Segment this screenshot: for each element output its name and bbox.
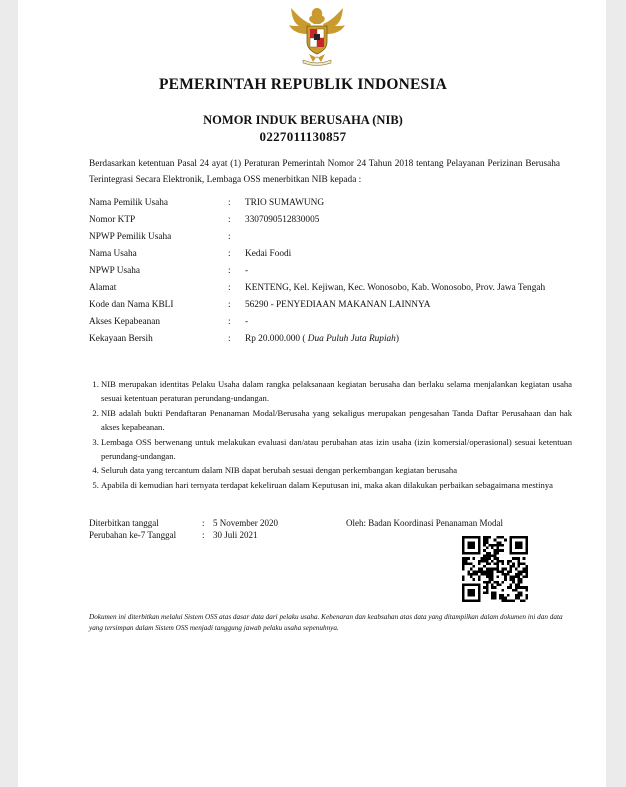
- field-label: NPWP Usaha: [89, 266, 141, 276]
- document-page: [18, 0, 606, 787]
- changed-separator: :: [202, 529, 205, 540]
- field-value: -: [245, 266, 249, 276]
- issue-info: [89, 518, 278, 541]
- footer-disclaimer: Dokumen ini diterbitkan melalui Sistem OSS atas dasar data dari pelaku usaha. Kebenaran dan keabsahan atas data yang ditampilkan dalam dokumen ini dan data yang tersimpan dalam Sistem OSS menjadi tanggung jawab pelaku usaha sepenuhnya.: [89, 613, 563, 632]
- note-item: 4. Seluruh data yang tercantum dalam NIB dapat berubah sesuai dengan perkembangan kegiatan berusaha: [101, 463, 572, 477]
- field-value: [245, 231, 561, 244]
- issuer-text: Oleh: Badan Koordinasi Penanaman Modal: [346, 518, 503, 528]
- issued-date: 5 November 2020: [213, 518, 278, 528]
- document-subtitle: NOMOR INDUK BERUSAHA (NIB): [203, 113, 403, 127]
- issued-label: Diterbitkan tanggal: [89, 518, 159, 528]
- field-label: Kekayaan Bersih: [89, 334, 153, 344]
- field-value: 56290 - PENYEDIAAN MAKANAN LAINNYA: [245, 300, 431, 310]
- net-worth-close: ): [395, 334, 399, 344]
- notes-list: [89, 377, 572, 492]
- net-worth-words: Dua Puluh Juta Rupiah: [307, 334, 396, 344]
- field-row-business-name: [89, 248, 561, 261]
- field-label: Alamat: [89, 283, 117, 293]
- intro-paragraph: Berdasarkan ketentuan Pasal 24 ayat (1) Peraturan Pemerintah Nomor 24 Tahun 2018 tentang Pelayanan Perizinan Berusaha Terintegrasi Secara Elektronik, Lembaga OSS menerbitkan NIB kepada :: [89, 159, 560, 185]
- changed-label: Perubahan ke-7 Tanggal: [89, 529, 177, 540]
- field-separator: :: [228, 266, 231, 276]
- field-value: 3307090512830005: [245, 215, 320, 225]
- field-label: Akses Kepabeanan: [89, 317, 160, 327]
- field-value: TRIO SUMAWUNG: [245, 198, 325, 208]
- field-separator: :: [228, 283, 231, 293]
- field-label: NPWP Pemilik Usaha: [89, 232, 172, 242]
- field-value: KENTENG, Kel. Kejiwan, Kec. Wonosobo, Kab. Wonosobo, Prov. Jawa Tengah: [245, 283, 546, 293]
- field-separator: :: [228, 198, 231, 208]
- field-value: Kedai Foodi: [245, 249, 292, 259]
- field-row-owner-npwp: [89, 231, 561, 244]
- field-label: Nama Usaha: [89, 249, 137, 259]
- net-worth-amount: Rp 20.000.000 (: [245, 334, 306, 344]
- field-separator: :: [228, 334, 231, 344]
- field-separator: :: [228, 249, 231, 259]
- page-title: PEMERINTAH REPUBLIK INDONESIA: [159, 76, 447, 93]
- field-separator: :: [228, 232, 231, 242]
- note-item: 3. Lembaga OSS berwenang untuk melakukan evaluasi dan/atau perubahan atas izin usaha (izin komersial/operasional) sesuai ketentuan perundang-undangan.: [101, 435, 572, 464]
- garuda-emblem-icon: [287, 4, 347, 66]
- holder-fields: [89, 197, 561, 350]
- field-label: Kode dan Nama KBLI: [89, 300, 174, 310]
- field-separator: :: [228, 317, 231, 327]
- field-value: [245, 333, 561, 346]
- field-row-business-npwp: [89, 265, 561, 278]
- note-item: 5. Apabila di kemudian hari ternyata terdapat kekeliruan dalam Keputusan ini, maka akan dilakukan perbaikan sebagaimana mestinya: [101, 478, 572, 492]
- field-row-kbli: [89, 299, 561, 312]
- note-item: 2. NIB adalah bukti Pendaftaran Penanaman Modal/Berusaha yang sekaligus merupakan pengesahan Tanda Daftar Perusahaan dan hak akses kepabeanan.: [101, 406, 572, 435]
- field-row-customs-access: [89, 316, 561, 329]
- field-value: -: [245, 317, 249, 327]
- field-row-net-worth: [89, 333, 561, 346]
- qr-code-icon: [462, 536, 528, 602]
- field-label: Nama Pemilik Usaha: [89, 198, 169, 208]
- field-label: Nomor KTP: [89, 215, 136, 225]
- field-separator: :: [228, 215, 231, 225]
- field-separator: :: [228, 300, 231, 310]
- field-row-owner-name: [89, 197, 561, 210]
- note-item: 1. NIB merupakan identitas Pelaku Usaha dalam rangka pelaksanaan kegiatan berusaha dan berlaku selama menjalankan kegiatan usaha sesuai ketentuan peraturan perundang-undangan.: [101, 377, 572, 406]
- nib-number: 0227011130857: [259, 129, 347, 144]
- changed-date: 30 Juli 2021: [213, 529, 258, 540]
- field-row-address: [89, 282, 561, 295]
- field-row-ktp: [89, 214, 561, 227]
- issued-separator: :: [202, 518, 205, 528]
